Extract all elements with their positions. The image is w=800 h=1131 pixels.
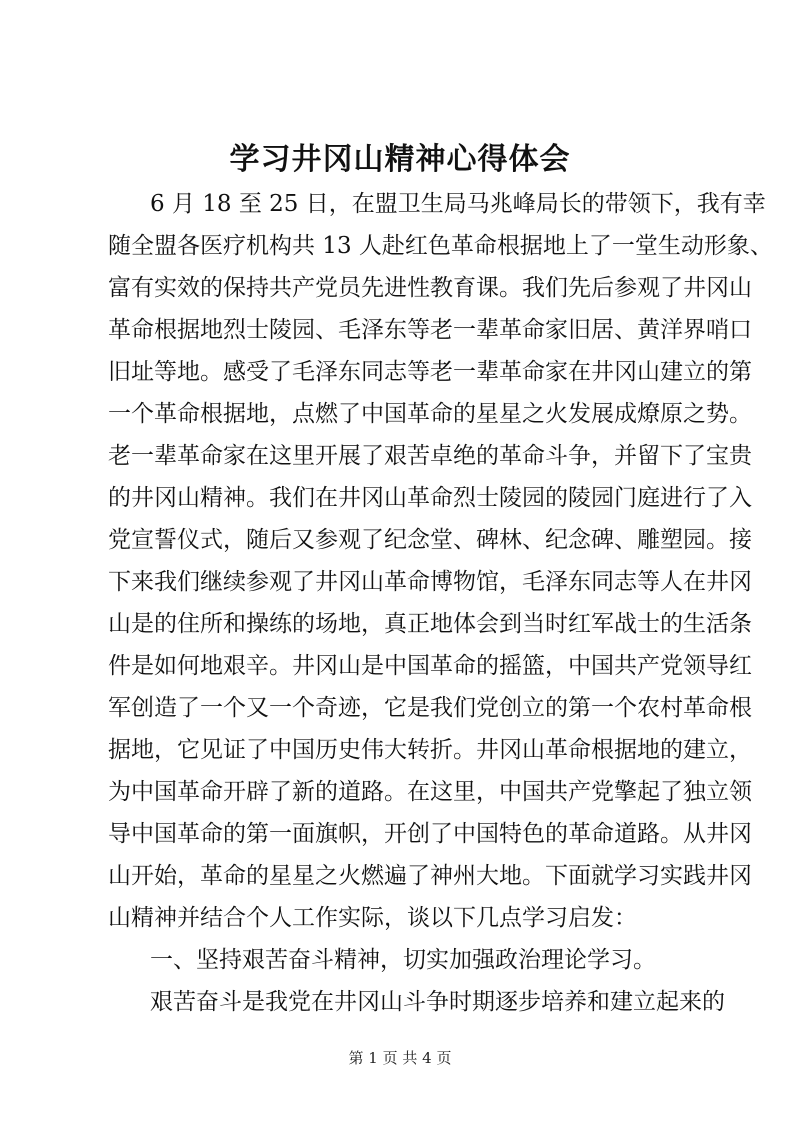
paragraph-line: 山是的住所和操练的场地，真正地体会到当时红军战士的生活条 [108,611,752,637]
paragraph-line: 老一辈革命家在这里开展了艰苦卓绝的革命斗争，并留下了宝贵 [108,443,752,469]
paragraph-line: 山开始，革命的星星之火燃遍了神州大地。下面就学习实践井冈 [108,863,752,889]
document-title: 学习井冈山精神心得体会 [229,142,571,177]
paragraph-line: 导中国革命的第一面旗帜，开创了中国特色的革命道路。从井冈 [108,821,752,847]
paragraph-line: 下来我们继续参观了井冈山革命博物馆，毛泽东同志等人在井冈 [108,569,752,595]
page-footer: 第 1 页 共 4 页 [348,1049,452,1067]
paragraph-line: 的井冈山精神。我们在井冈山革命烈士陵园的陵园门庭进行了入 [108,485,752,511]
paragraph-line: 件是如何地艰辛。井冈山是中国革命的摇篮，中国共产党领导红 [108,653,752,679]
paragraph-line: 党宣誓仪式，随后又参观了纪念堂、碑林、纪念碑、雕塑园。接 [108,527,752,553]
paragraph-line: 军创造了一个又一个奇迹，它是我们党创立的第一个农村革命根 [108,695,752,721]
paragraph-line: 随全盟各医疗机构共 13 人赴红色革命根据地上了一堂生动形象、 [108,233,773,259]
paragraph-line: 富有实效的保持共产党员先进性教育课。我们先后参观了井冈山 [108,275,752,301]
section-heading: 一、坚持艰苦奋斗精神，切实加强政治理论学习。 [150,947,656,973]
paragraph-line: 据地，它见证了中国历史伟大转折。井冈山革命根据地的建立， [108,737,752,763]
paragraph-line: 革命根据地烈士陵园、毛泽东等老一辈革命家旧居、黄洋界哨口 [108,317,752,343]
paragraph-line: 为中国革命开辟了新的道路。在这里，中国共产党擎起了独立领 [108,779,752,805]
paragraph-line: 艰苦奋斗是我党在井冈山斗争时期逐步培养和建立起来的 [150,989,725,1015]
paragraph-line: 一个革命根据地，点燃了中国革命的星星之火发展成燎原之势。 [108,401,752,427]
paragraph-line: 旧址等地。感受了毛泽东同志等老一辈革命家在井冈山建立的第 [108,359,752,385]
paragraph-line: 山精神并结合个人工作实际，谈以下几点学习启发： [108,905,637,931]
paragraph-line: 6 月 18 至 25 日，在盟卫生局马兆峰局长的带领下，我有幸 [150,191,766,217]
